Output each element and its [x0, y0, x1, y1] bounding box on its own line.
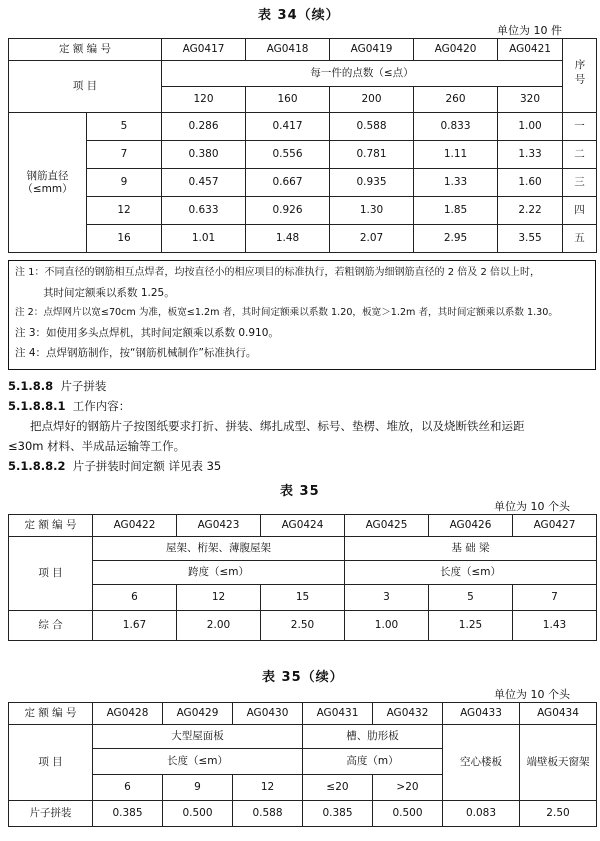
group-header: 基 础 梁 — [345, 537, 597, 561]
table-row — [9, 113, 597, 141]
item-label: 项 目 — [9, 725, 93, 801]
value-cell: 0.556 — [246, 141, 330, 169]
diameter-cell: 12 — [87, 197, 162, 225]
dim-cell: >20 — [373, 775, 443, 801]
group-header: 槽、肋形板 — [303, 725, 443, 749]
dim-cell: 9 — [163, 775, 233, 801]
value-cell: 0.935 — [330, 169, 414, 197]
item-label: 项 目 — [9, 537, 93, 611]
row-label: 综 合 — [9, 611, 93, 641]
points-cell: 120 — [162, 87, 246, 113]
diameter-cell: 9 — [87, 169, 162, 197]
value-cell: 0.926 — [246, 197, 330, 225]
value-cell: 1.25 — [429, 611, 513, 641]
seq-cell: 三 — [563, 169, 597, 197]
code-cell: AG0432 — [373, 703, 443, 725]
sub-header: 长度（≤m） — [93, 749, 303, 775]
table-row — [9, 169, 597, 197]
paragraph-line-2: ≤30m 材料、半成品运输等工作。 — [8, 439, 186, 453]
heading-number: 5.1.8.8 — [8, 379, 54, 393]
code-cell: AG0424 — [261, 515, 345, 537]
seq-cell: 二 — [563, 141, 597, 169]
value-cell: 1.00 — [498, 113, 563, 141]
points-cell: 260 — [414, 87, 498, 113]
table35 — [8, 514, 597, 641]
value-cell: 1.11 — [414, 141, 498, 169]
table35-title: 表 35 — [280, 484, 320, 499]
code-label: 定 额 编 号 — [9, 703, 93, 725]
value-cell: 2.22 — [498, 197, 563, 225]
item-label: 项 目 — [9, 61, 162, 113]
table-row — [9, 801, 597, 827]
code-cell: AG0420 — [414, 39, 498, 61]
group-header: 端壁板天窗架 — [520, 725, 597, 801]
value-cell: 0.633 — [162, 197, 246, 225]
group-header: 大型屋面板 — [93, 725, 303, 749]
note-line: 注 2：点焊网片以宽≤70cm 为准，板宽≤1.2m 者，其时间定额乘以系数 1.20，板宽＞1.2m 者，其时间定额乘以系数 1.30。 — [15, 307, 558, 318]
code-cell: AG0427 — [513, 515, 597, 537]
dim-cell: 12 — [177, 585, 261, 611]
code-cell: AG0426 — [429, 515, 513, 537]
diameter-cell: 7 — [87, 141, 162, 169]
value-cell: 0.833 — [414, 113, 498, 141]
code-cell: AG0433 — [443, 703, 520, 725]
dim-cell: 3 — [345, 585, 429, 611]
table34-unit: 单位为 10 件 — [497, 24, 562, 37]
value-cell: 2.07 — [330, 225, 414, 253]
value-cell: 1.01 — [162, 225, 246, 253]
value-cell: 0.500 — [373, 801, 443, 827]
table-row — [9, 197, 597, 225]
dim-cell: 7 — [513, 585, 597, 611]
code-cell: AG0431 — [303, 703, 373, 725]
code-cell: AG0429 — [163, 703, 233, 725]
sub-header: 跨度（≤m） — [93, 561, 345, 585]
value-cell: 0.588 — [330, 113, 414, 141]
value-cell: 1.33 — [498, 141, 563, 169]
points-label: 每一件的点数（≤点） — [162, 61, 563, 87]
table34-title: 表 34（续） — [258, 8, 340, 23]
value-cell: 0.417 — [246, 113, 330, 141]
code-cell: AG0430 — [233, 703, 303, 725]
dim-cell: ≤20 — [303, 775, 373, 801]
value-cell: 1.67 — [93, 611, 177, 641]
value-cell: 2.95 — [414, 225, 498, 253]
value-cell: 0.385 — [93, 801, 163, 827]
note-line: 注 1：不同直径的钢筋相互点焊者，均按直径小的相应项目的标准执行，若粗钢筋为细钢筋直径的 2 倍及 2 倍以上时， — [15, 267, 540, 278]
section-heading-2 — [8, 398, 130, 414]
value-cell: 1.43 — [513, 611, 597, 641]
table35b-unit: 单位为 10 个头 — [494, 688, 570, 701]
code-cell: AG0422 — [93, 515, 177, 537]
value-cell: 0.667 — [246, 169, 330, 197]
sub-header: 长度（≤m） — [345, 561, 597, 585]
value-cell: 1.30 — [330, 197, 414, 225]
code-cell: AG0428 — [93, 703, 163, 725]
seq-label: 序号 — [573, 59, 586, 89]
row-label: 钢筋直径 （≤mm） — [9, 113, 87, 253]
row-label: 片子拼装 — [9, 801, 93, 827]
table-row — [9, 611, 597, 641]
dim-cell: 6 — [93, 775, 163, 801]
seq-cell: 四 — [563, 197, 597, 225]
value-cell: 1.00 — [345, 611, 429, 641]
sub-header: 高度（m） — [303, 749, 443, 775]
points-cell: 320 — [498, 87, 563, 113]
heading-number: 5.1.8.8.2 — [8, 459, 66, 473]
note-line: 注 4：点焊钢筋制作，按“钢筋机械制作”标准执行。 — [15, 347, 257, 359]
value-cell: 2.50 — [261, 611, 345, 641]
dim-cell: 6 — [93, 585, 177, 611]
note-line: 其时间定额乘以系数 1.25。 — [43, 287, 175, 299]
value-cell: 2.50 — [520, 801, 597, 827]
seq-cell: 五 — [563, 225, 597, 253]
value-cell: 0.083 — [443, 801, 520, 827]
table35b-title: 表 35（续） — [262, 670, 344, 685]
code-cell: AG0421 — [498, 39, 563, 61]
code-cell: AG0423 — [177, 515, 261, 537]
group-header: 屋架、桁架、薄腹屋架 — [93, 537, 345, 561]
dim-cell: 5 — [429, 585, 513, 611]
dim-cell: 15 — [261, 585, 345, 611]
value-cell: 1.60 — [498, 169, 563, 197]
group-header: 空心楼板 — [443, 725, 520, 801]
note-line: 注 3：如使用多头点焊机，其时间定额乘以系数 0.910。 — [15, 327, 279, 339]
value-cell: 0.385 — [303, 801, 373, 827]
value-cell: 3.55 — [498, 225, 563, 253]
code-cell: AG0418 — [246, 39, 330, 61]
value-cell: 1.33 — [414, 169, 498, 197]
diameter-cell: 5 — [87, 113, 162, 141]
code-label: 定 额 编 号 — [9, 515, 93, 537]
value-cell: 0.286 — [162, 113, 246, 141]
seq-cell: 一 — [563, 113, 597, 141]
heading-text: 工作内容： — [72, 399, 131, 413]
seq-header — [563, 39, 597, 113]
table35b — [8, 702, 597, 827]
value-cell: 0.781 — [330, 141, 414, 169]
heading-number: 5.1.8.8.1 — [8, 399, 66, 413]
value-cell: 1.48 — [246, 225, 330, 253]
table-row — [9, 225, 597, 253]
diameter-cell: 16 — [87, 225, 162, 253]
value-cell: 2.00 — [177, 611, 261, 641]
value-cell: 0.500 — [163, 801, 233, 827]
value-cell: 0.588 — [233, 801, 303, 827]
heading-text: 片子拼装 — [60, 379, 107, 393]
code-cell: AG0419 — [330, 39, 414, 61]
code-cell: AG0425 — [345, 515, 429, 537]
value-cell: 0.457 — [162, 169, 246, 197]
section-heading-3 — [8, 458, 221, 474]
heading-text: 片子拼装时间定额 详见表 35 — [72, 459, 222, 473]
section-heading-1 — [8, 378, 106, 394]
table34-notes — [8, 260, 596, 370]
points-cell: 200 — [330, 87, 414, 113]
dim-cell: 12 — [233, 775, 303, 801]
value-cell: 0.380 — [162, 141, 246, 169]
code-cell: AG0417 — [162, 39, 246, 61]
code-label: 定 额 编 号 — [9, 39, 162, 61]
points-cell: 160 — [246, 87, 330, 113]
table-row — [9, 141, 597, 169]
table35-unit: 单位为 10 个头 — [494, 500, 570, 513]
value-cell: 1.85 — [414, 197, 498, 225]
table34 — [8, 38, 597, 253]
code-cell: AG0434 — [520, 703, 597, 725]
paragraph-line-1: 把点焊好的钢筋片子按图纸要求打折、拼装、绑扎成型、标号、垫楞、堆放，以及烧断铁丝和运距 — [30, 419, 525, 433]
